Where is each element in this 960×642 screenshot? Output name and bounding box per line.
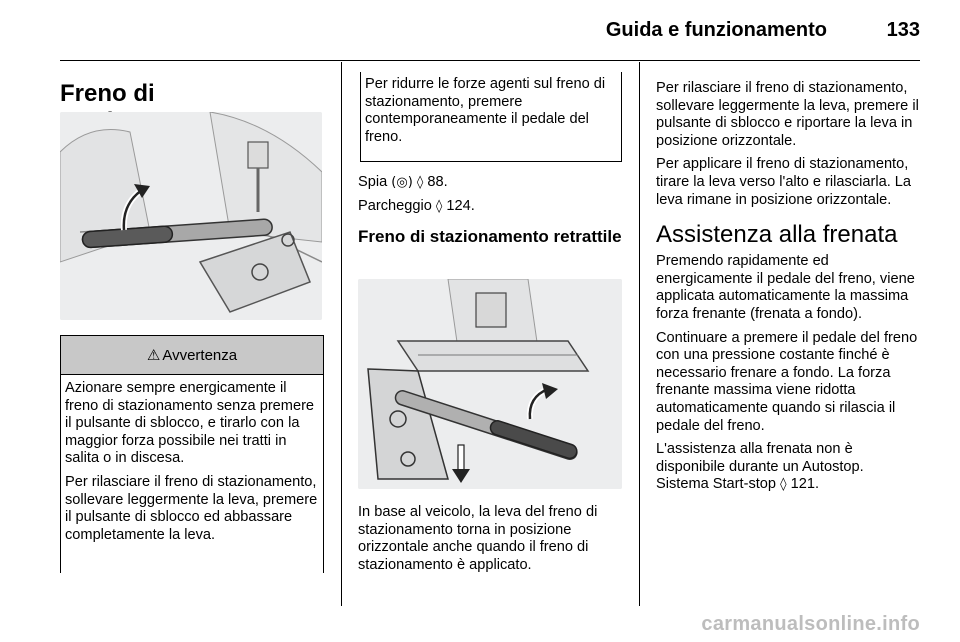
cross-reference-icon: ◊ [416, 175, 424, 190]
middle-caption-column [358, 504, 623, 580]
middle-column [358, 174, 623, 257]
warning-box [60, 335, 324, 573]
warning-paragraph: Azionare sempre energicamente il freno di stazionamento senza premere il pulsante di sblocco, e tirarlo con la maggior forza possibile nei tratti in salita o in discesa. [65, 380, 315, 467]
parking-brake-illustration [60, 112, 322, 320]
parcheggio-label: Parcheggio [358, 197, 432, 214]
page-number: 133 [886, 19, 920, 41]
section-title: Assistenza alla frenata [656, 221, 898, 249]
paragraph: Per rilasciare il freno di stazionamento, sollevare leggermente la leva, premere il pulsante di sblocco e riportare la leva in posizione orizzontale. [656, 80, 919, 149]
section-title: Freno di [60, 80, 155, 107]
retractable-brake-illustration [358, 279, 622, 489]
illustration-caption: In base al veicolo, la leva del freno di stazionamento torna in posizione orizzontale anche quando il freno di stazionamento è applicato. [358, 504, 598, 573]
spia-label: Spia [358, 174, 388, 190]
brake-warning-icon: (◎) [391, 175, 413, 190]
watermark: carmanualsonline.info [701, 613, 920, 635]
paragraph [656, 441, 920, 494]
warning-header [61, 335, 323, 375]
paragraph: Per applicare il freno di stazionamento, tirare la leva verso l'alto e rilasciarla. La leva rimane in posizione orizzontale. [656, 156, 912, 208]
column-divider [639, 62, 640, 606]
column-divider [341, 62, 342, 606]
paragraph-text: L'assistenza alla frenata non è disponibile durante un Autostop. Sistema Start-stop [656, 441, 864, 493]
parcheggio-reference [358, 198, 623, 216]
paragraph: Continuare a premere il pedale del freno con una pressione costante finché è necessario frenare a fondo. La forza frenante massima viene ridotta automaticamente quando si rilascia il pedale del freno. [656, 329, 918, 434]
parcheggio-page: 124. [446, 197, 475, 214]
header-title: Guida e funzionamento [605, 19, 827, 41]
spia-reference [358, 174, 623, 192]
note-box: Per ridurre le forze agenti sul freno di stazionamento, premere contemporaneamente il pedale del freno. [360, 72, 622, 162]
startstop-page: 121. [790, 476, 820, 493]
warning-triangle-icon: ⚠ [146, 346, 161, 364]
header-rule [60, 60, 920, 61]
warning-title: Avvertenza [162, 347, 238, 364]
spia-page: 88. [427, 174, 448, 190]
right-column [656, 80, 920, 500]
paragraph: Premendo rapidamente ed energicamente il pedale del freno, viene applicata automaticamente la massima forza frenante (frenata a fondo). [656, 253, 915, 322]
subsection-title: Freno di stazionamento retrattile [358, 227, 622, 247]
cross-reference-icon: ◊ [780, 477, 787, 493]
cross-reference-icon: ◊ [435, 198, 443, 214]
warning-paragraph: Per rilasciare il freno di stazionamento, sollevare leggermente la leva, premere il pulsante di sblocco ed abbassare completamente la leva. [65, 473, 318, 543]
